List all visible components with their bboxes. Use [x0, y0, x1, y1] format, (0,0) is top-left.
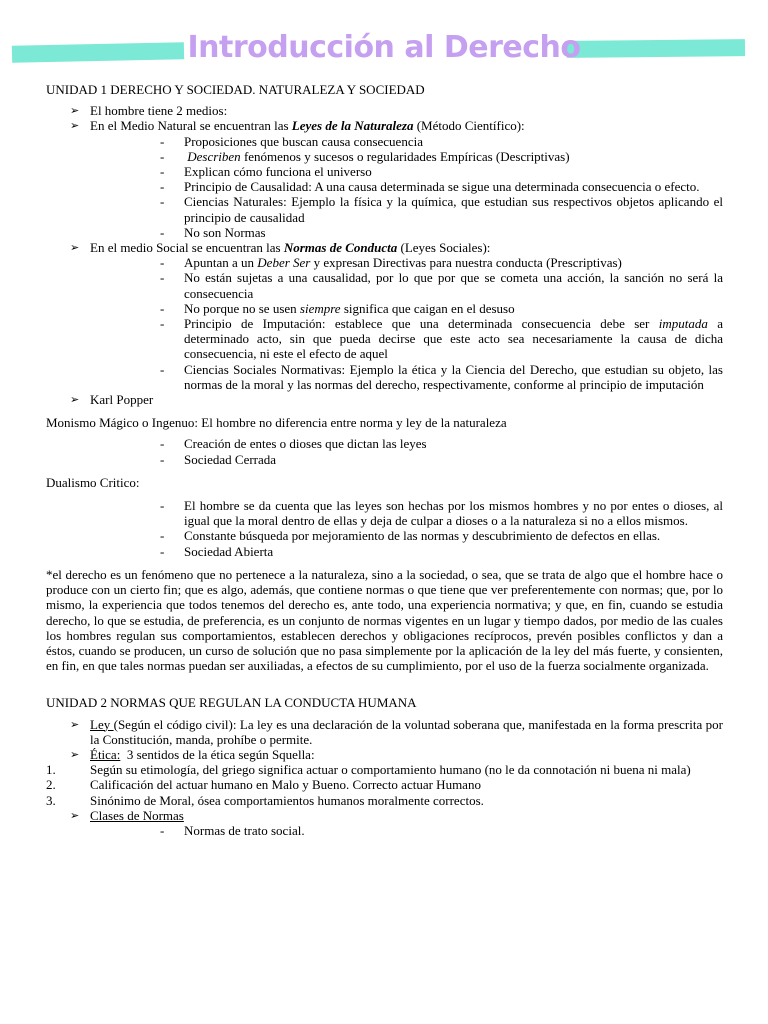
arrow-bullet-icon: ➢ — [70, 717, 80, 731]
dash-list-item: - Constante búsqueda por mejoramiento de las normas y descubrimiento de defectos en ellas. — [160, 528, 661, 544]
dash-list-item: - Proposiciones que buscan causa consecuencia — [160, 133, 423, 149]
bullet-item: ➢ En el medio Social se encuentran las Normas de Conducta (Leyes Sociales): — [70, 240, 491, 256]
document-body — [46, 82, 723, 838]
arrow-bullet-icon: ➢ — [70, 119, 80, 133]
dash-list-item: - Principio de Causalidad: A una causa determinada se sigue una determinada consecuencia o efecto. — [160, 179, 700, 195]
unit-1-heading: UNIDAD 1 DERECHO Y SOCIEDAD. NATURALEZA Y SOCIEDAD — [46, 82, 425, 97]
dash-list-item: - Normas de trato social. — [160, 822, 305, 838]
bullet-item: ➢ Clases de Normas — [70, 807, 184, 823]
numbered-item: 2. Calificación del actuar humano en Malo y Bueno. Correcto actuar Humano — [46, 777, 481, 793]
unit-2-heading: UNIDAD 2 NORMAS QUE REGULAN LA CONDUCTA HUMANA — [46, 695, 417, 711]
dash-list-item: - Sociedad Abierta — [160, 543, 274, 559]
dash-list-item: - Principio de Imputación: establece que una determinada consecuencia debe ser imputada a determinado acto, sin que pueda decirse que este acto sea necesariamente la causa de dicha consecuencia, ni este el efecto de aquel — [160, 316, 723, 362]
dash-list-item: - El hombre se da cuenta que las leyes son hechas por los mismos hombres y no por entes o dioses, al igual que la moral dentro de ellas y deja de culpar a dioses o a la naturaleza si no a ellos mismos. — [160, 498, 723, 529]
monismo-paragraph: Monismo Mágico o Ingenuo: El hombre no diferencia entre norma y ley de la naturaleza — [46, 415, 507, 431]
dash-list-item: - Sociedad Cerrada — [160, 451, 277, 467]
dash-list-item: - Ciencias Naturales: Ejemplo la física y la química, que estudian sus respectivos objetos aplicando el principio de causalidad — [160, 194, 723, 225]
bullet-item: ➢ El hombre tiene 2 medios: — [70, 103, 228, 119]
derecho-paragraph: *el derecho es un fenómeno que no pertenece a la naturaleza, sino a la sociedad, o sea, que se trata de algo que el hombre hace o produce con un cierto fin; que es algo, además, que contiene normas o que tiene que ver preferentemente con normas; que, por lo mismo, la experiencia que todos tenemos del derecho es, ante todo, una experiencia normativa; y que, en fin, cuando se estudia derecho, lo que se estudia, de preferencia, es un conjunto de normas vigentes en un lugar y tiempo dados, por medio de las cuales los hombres regulan sus comportamientos, establecen derechos y obligaciones recíprocos, prevén posibles conflictos y dan a éstos, cuando se producen, un curso de solución que no pasa simplemente por la aplicación de la ley del más fuerte, y consienten, en fin, en que tales normas puedan ser auxiliadas, a efectos de su cumplimiento, por el uso de la fuerza socialmente organizada. — [46, 566, 723, 674]
arrow-bullet-icon: ➢ — [70, 241, 80, 255]
dash-list-item: - No porque no se usen siempre significa que caigan en el desuso — [160, 300, 515, 316]
dash-list-item: - Apuntan a un Deber Ser y expresan Directivas para nuestra conducta (Prescriptivas) — [160, 255, 622, 271]
bullet-item: ➢ En el Medio Natural se encuentran las Leyes de la Naturaleza (Método Científico): — [70, 118, 525, 134]
dash-list-item: - No son Normas — [160, 224, 266, 240]
bullet-item: ➢ Karl Popper — [70, 392, 154, 408]
arrow-bullet-icon: ➢ — [70, 104, 80, 118]
dash-list-item: - Explican cómo funciona el universo — [160, 164, 372, 180]
arrow-bullet-icon: ➢ — [70, 808, 80, 822]
dash-list-item: - No están sujetas a una causalidad, por lo que por que se cometa una acción, la sanción no será la consecuencia — [160, 270, 723, 301]
dualismo-heading: Dualismo Critico: — [46, 474, 140, 490]
numbered-item: 1. Según su etimología, del griego significa actuar o comportamiento humano (no le da connotación ni buena ni mala) — [46, 762, 691, 778]
arrow-bullet-icon: ➢ — [70, 393, 80, 407]
numbered-item: 3. Sinónimo de Moral, ósea comportamientos humanos moralmente correctos. — [46, 792, 484, 808]
bullet-item: ➢ Ética: 3 sentidos de la ética según Squella: — [70, 746, 315, 762]
dash-list-item: - Creación de entes o dioses que dictan las leyes — [160, 436, 427, 452]
arrow-bullet-icon: ➢ — [70, 747, 80, 761]
page-title: Introducción al Derecho — [187, 30, 581, 65]
dash-list-item: - Describen fenómenos y sucesos o regularidades Empíricas (Descriptivas) — [160, 148, 570, 164]
dash-list-item: - Ciencias Sociales Normativas: Ejemplo la ética y la Ciencia del Derecho, que estudian su objeto, las normas de la moral y las normas del derecho, respectivamente, conforme al principio de imputación — [160, 361, 723, 392]
bullet-item: ➢ Ley (Según el código civil): La ley es una declaración de la voluntad soberana que, manifestada en la forma prescrita por la Constitución, manda, prohíbe o permite. — [70, 716, 723, 747]
